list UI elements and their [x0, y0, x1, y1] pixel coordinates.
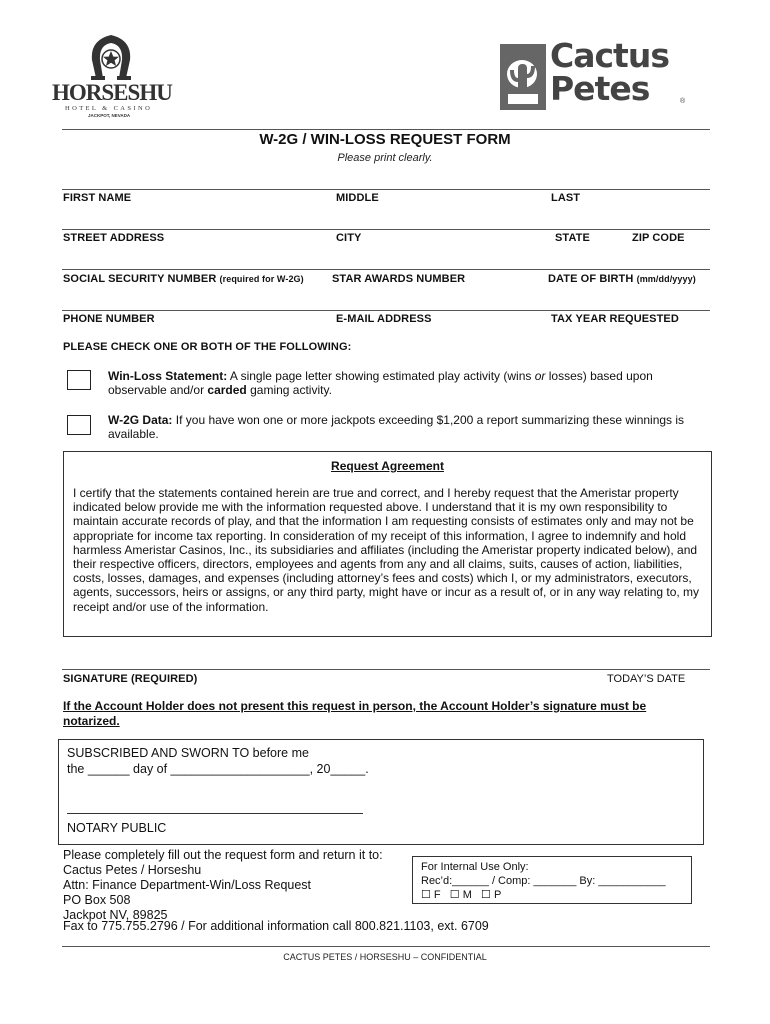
horseshu-logo [52, 30, 172, 120]
cactus-wordmark: Cactus [550, 36, 669, 75]
return-line-3: PO Box 508 [63, 893, 131, 907]
winloss-or: or [534, 369, 546, 383]
form-title: W-2G / WIN-LOSS REQUEST FORM [259, 131, 511, 148]
return-intro: Please completely fill out the request form and return it to: [63, 848, 383, 862]
winloss-text-a: A single page letter showing estimated play activity (wins [227, 369, 535, 383]
notary-public-label: NOTARY PUBLIC [67, 821, 167, 835]
form-subtitle: Please print clearly. [337, 152, 433, 164]
ssn-line[interactable] [62, 269, 710, 270]
notarize-notice: If the Account Holder does not present this request in person, the Account Holder’s signature must be notarized. [63, 699, 647, 728]
tax-year-label: TAX YEAR REQUESTED [551, 313, 679, 325]
notary-line-1: SUBSCRIBED AND SWORN TO before me [67, 746, 309, 760]
notary-signature-line[interactable] [67, 813, 363, 814]
return-line-4: Jackpot NV, 89825 [63, 908, 168, 922]
state-label: STATE [555, 232, 590, 244]
winloss-text-b: losses) based upon observable and/or [108, 369, 653, 398]
phone-label: PHONE NUMBER [63, 313, 155, 325]
last-label: LAST [551, 192, 581, 204]
winloss-carded: carded [207, 383, 247, 398]
return-line-2: Attn: Finance Department-Win/Loss Request [63, 878, 312, 892]
first-name-label: FIRST NAME [63, 192, 132, 204]
dob-note: (mm/dd/yyyy) [636, 274, 696, 284]
winloss-checkbox[interactable] [67, 370, 91, 390]
signature-label: SIGNATURE (REQUIRED) [63, 673, 198, 685]
middle-label: MIDDLE [336, 192, 379, 204]
horseshoe-star-icon [86, 30, 136, 82]
w2g-option-text [108, 413, 708, 441]
dob-label [548, 273, 696, 285]
return-instructions [63, 848, 423, 923]
agreement-body: I certify that the statements contained herein are true and correct, and I hereby request that the Ameristar property indicated below provide me with the information requested above. I understand that it is my own responsibility to maintain accurate records of play, and that the information I am requesting consists of estimates only and may not be appropriate for income tax reporting. In consideration of my receipt of this information, I agree to indemnify and hold harmless Ameristar Casinos, Inc., its subsidiaries and affiliates (including the Ameristar property indicated below), and their respective officers, directors, employees and agents from any and all claims, suits, causes of action, liabilities, costs, losses, damages, and expenses (including attorney’s fees and costs) which I, or my administrators, executors, agents, successors, heirs or assigns, or any third party, might have or incur as a result of, or in any way relating to, my receipt and/or use of the information. [73, 486, 700, 614]
footer-confidential: CACTUS PETES / HORSESHU – CONFIDENTIAL [283, 952, 487, 962]
horseshu-subtitle: HOTEL & CASINO [65, 105, 153, 112]
zip-label: ZIP CODE [632, 232, 685, 244]
w2g-text: If you have won one or more jackpots exceeding $1,200 a report summarizing these winnings is available. [108, 413, 685, 442]
dob-label-text: DATE OF BIRTH [548, 273, 634, 285]
cactus-petes-logo [500, 36, 720, 112]
ssn-label [63, 273, 304, 285]
internal-use-box [412, 856, 692, 904]
check-heading: PLEASE CHECK ONE OR BOTH OF THE FOLLOWING: [63, 341, 352, 353]
ssn-note: (required for W-2G) [219, 274, 304, 284]
w2g-title: W-2G Data: [108, 413, 173, 427]
city-label: CITY [336, 232, 362, 244]
phone-line[interactable] [62, 310, 710, 311]
name-line[interactable] [62, 189, 710, 190]
internal-title: For Internal Use Only: [421, 861, 529, 873]
horseshu-location: JACKPOT, NEVADA [88, 113, 131, 118]
cactus-emblem-icon [500, 44, 546, 110]
horseshu-wordmark: HORSESHU [52, 80, 172, 105]
return-line-1: Cactus Petes / Horseshu [63, 863, 202, 877]
winloss-text-c: gaming activity. [246, 383, 332, 398]
notary-box [58, 739, 704, 845]
address-line[interactable] [62, 229, 710, 230]
w2g-checkbox[interactable] [67, 415, 91, 435]
petes-wordmark: Petes [550, 69, 650, 108]
ssn-label-text: SOCIAL SECURITY NUMBER [63, 273, 217, 285]
registered-mark: ® [680, 98, 686, 105]
title-top-rule [62, 129, 710, 130]
request-agreement-box [63, 451, 712, 637]
fax-info: Fax to 775.755.2796 / For additional information call 800.821.1103, ext. 6709 [63, 919, 489, 933]
email-label: E-MAIL ADDRESS [336, 313, 432, 325]
star-awards-label: STAR AWARDS NUMBER [332, 273, 466, 285]
internal-options: ☐ F ☐ M ☐ P [421, 889, 502, 901]
signature-line[interactable] [62, 669, 710, 670]
winloss-option-text [108, 369, 708, 397]
winloss-title: Win-Loss Statement: [108, 369, 228, 383]
todays-date-label: TODAY’S DATE [607, 673, 686, 685]
agreement-title: Request Agreement [331, 459, 444, 473]
internal-fields: Rec’d:______ / Comp: _______ By: ___________ [421, 875, 666, 887]
street-label: STREET ADDRESS [63, 232, 165, 244]
footer-rule [62, 946, 710, 947]
notary-line-2: the ______ day of ____________________, 20_____. [67, 762, 369, 776]
